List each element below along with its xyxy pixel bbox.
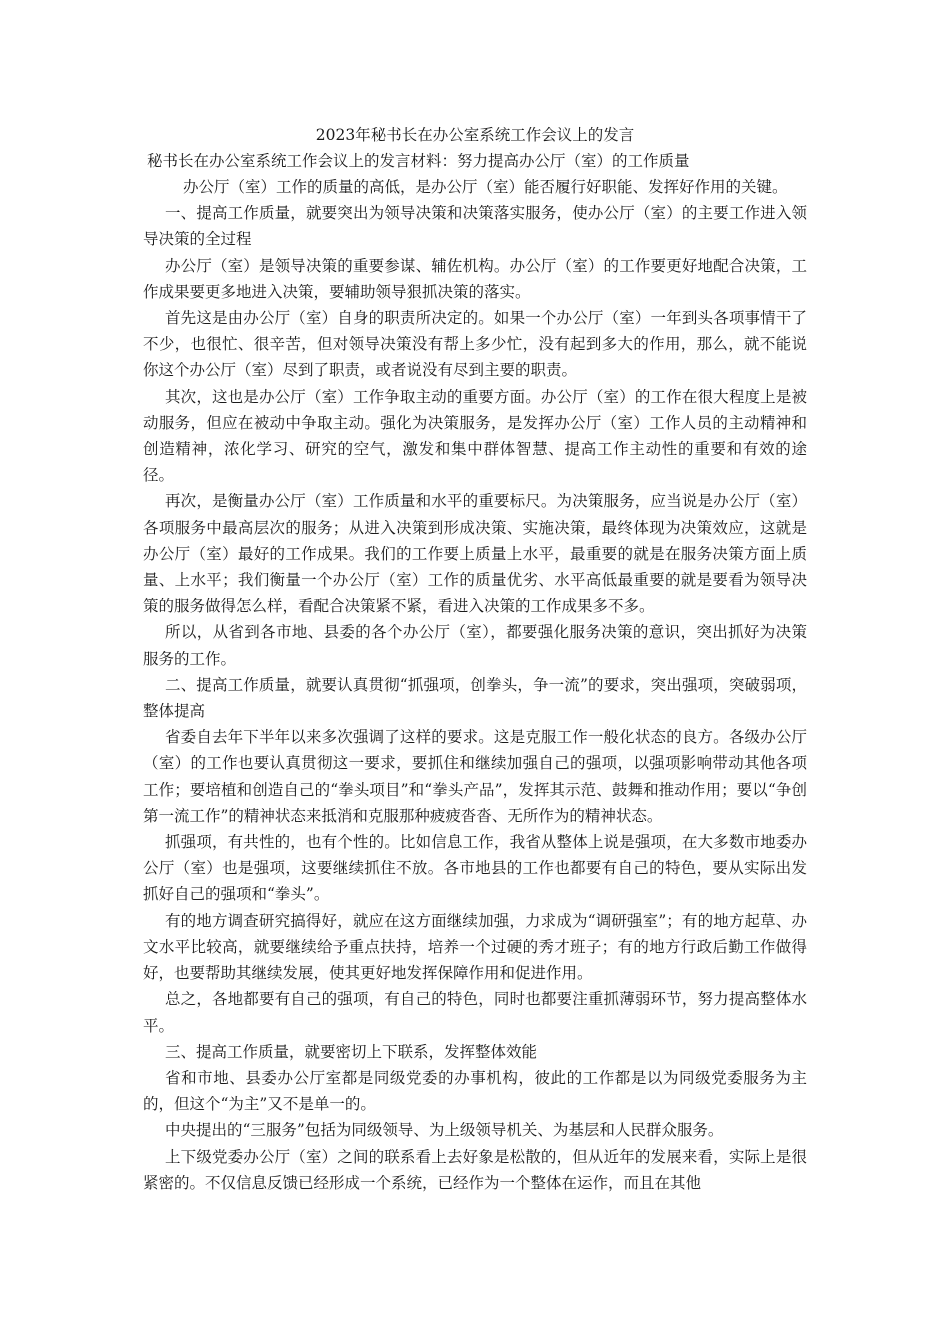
document-page xyxy=(143,122,807,1196)
paragraph: 所以，从省到各市地、县委的各个办公厅（室），都要强化服务决策的意识，突出抓好为决策服务的工作。 xyxy=(143,623,807,668)
paragraph: 有的地方调查研究搞得好，就应在这方面继续加强，力求成为“调研强室”；有的地方起草、办文水平比较高，就要继续给予重点扶持，培养一个过硬的秀才班子；有的地方行政后勤工作做得好，也要帮助其继续发展，使其更好地发挥保障作用和促进作用。 xyxy=(143,911,807,983)
section-heading-3: 三、提高工作质量，就要密切上下联系，发挥整体效能 xyxy=(165,1042,538,1061)
section-heading-2: 二、提高工作质量，就要认真贯彻“抓强项，创拳头，争一流”的要求，突出强项，突破弱项，整体提高 xyxy=(143,675,807,721)
paragraph: 其次，这也是办公厅（室）工作争取主动的重要方面。办公厅（室）的工作在很大程度上是被动服务，但应在被动中争取主动。强化为决策服务，是发挥办公厅（室）工作人员的主动精神和创造精神，浓化学习、研究的空气，激发和集中群体智慧、提高工作主动性的重要和有效的途径。 xyxy=(143,387,807,485)
paragraph: 首先这是由办公厅（室）自身的职责所决定的。如果一个办公厅（室）一年到头各项事情干了不少，也很忙、很辛苦，但对领导决策没有帮上多少忙，没有起到多大的作用，那么，就不能说你这个办公厅（室）尽到了职责，或者说没有尽到主要的职责。 xyxy=(143,309,807,380)
paragraph: 抓强项，有共性的，也有个性的。比如信息工作，我省从整体上说是强项，在大多数市地委办公厅（室）也是强项，这要继续抓住不放。各市地县的工作也都要有自己的特色，要从实际出发抓好自己的强项和“拳头”。 xyxy=(143,833,807,904)
document-title: 2023年秘书长在办公室系统工作会议上的发言 xyxy=(315,126,635,144)
paragraph: 办公厅（室）是领导决策的重要参谋、辅佐机构。办公厅（室）的工作要更好地配合决策，工作成果要更多地进入决策，要辅助领导狠抓决策的落实。 xyxy=(143,256,807,301)
paragraph: 办公厅（室）工作的质量的高低，是办公厅（室）能否履行好职能、发挥好作用的关键。 xyxy=(183,178,788,196)
paragraph: 再次，是衡量办公厅（室）工作质量和水平的重要标尺。为决策服务，应当说是办公厅（室）各项服务中最高层次的服务；从进入决策到形成决策、实施决策，最终体现为决策效应，这就是办公厅（室）最好的工作成果。我们的工作要上质量上水平，最重要的就是在服务决策方面上质量、上水平；我们衡量一个办公厅（室）工作的质量优劣、水平高低最重要的就是要看为领导决策的服务做得怎么样，看配合决策紧不紧，看进入决策的工作成果多不多。 xyxy=(143,492,807,616)
document-subtitle: 秘书长在办公室系统工作会议上的发言材料：努力提高办公厅（室）的工作质量 xyxy=(147,152,690,170)
paragraph: 省委自去年下半年以来多次强调了这样的要求。这是克服工作一般化状态的良方。各级办公厅（室）的工作也要认真贯彻这一要求，要抓住和继续加强自己的强项，以强项影响带动其他各项工作；要培植和创造自己的“拳头项目”和“拳头产品”，发挥其示范、鼓舞和推动作用；要以“争创第一流工作”的精神状态来抵消和克服那种疲疲沓沓、无所作为的精神状态。 xyxy=(143,728,807,825)
paragraph: 中央提出的“三服务”包括为同级领导、为上级领导机关、为基层和人民群众服务。 xyxy=(165,1121,724,1140)
paragraph: 省和市地、县委办公厅室都是同级党委的办事机构，彼此的工作都是以为同级党委服务为主的，但这个“为主”又不是单一的。 xyxy=(143,1068,807,1114)
paragraph: 总之，各地都要有自己的强项，有自己的特色，同时也都要注重抓薄弱环节，努力提高整体水平。 xyxy=(143,990,807,1035)
paragraph: 上下级党委办公厅（室）之间的联系看上去好象是松散的，但从近年的发展来看，实际上是很紧密的。不仅信息反馈已经形成一个系统，已经作为一个整体在运作，而且在其他 xyxy=(143,1147,807,1192)
section-heading-1: 一、提高工作质量，就要突出为领导决策和决策落实服务，使办公厅（室）的主要工作进入领导决策的全过程 xyxy=(143,204,807,249)
